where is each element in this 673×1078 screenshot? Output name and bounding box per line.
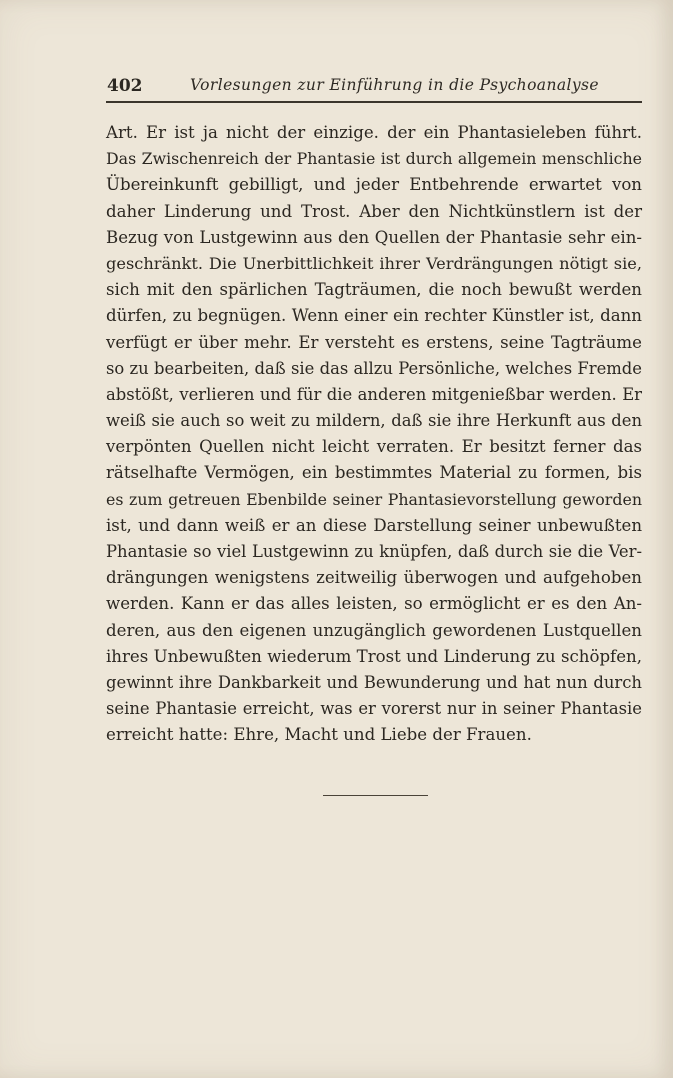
text-line: sich mit den spärlichen Tagträumen, die noch bewußt werden bbox=[106, 280, 642, 300]
text-line: drängungen wenigstens zeitweilig überwogen und aufgehoben bbox=[106, 568, 642, 588]
text-line: gewinnt ihre Dankbarkeit und Bewunderung und hat nun durch bbox=[106, 672, 642, 692]
page-header bbox=[107, 74, 671, 102]
text-line: werden. Kann er das alles leisten, so ermöglicht er es den An- bbox=[106, 594, 642, 614]
text-line: erreicht hatte: Ehre, Macht und Liebe der Frauen. bbox=[106, 725, 532, 745]
text-line: verfügt er über mehr. Er versteht es erstens, seine Tagträume bbox=[106, 332, 642, 352]
section-end-rule bbox=[323, 795, 428, 796]
header-rule bbox=[106, 101, 642, 103]
text-line: deren, aus den eigenen unzugänglich gewordenen Lustquellen bbox=[106, 620, 642, 640]
text-line: Phantasie so viel Lustgewinn zu knüpfen, daß durch sie die Ver- bbox=[106, 542, 642, 561]
text-line: Das Zwischenreich der Phantasie ist durch allgemein menschliche bbox=[106, 149, 642, 169]
text-line: Bezug von Lustgewinn aus den Quellen der Phantasie sehr ein- bbox=[106, 227, 642, 247]
page-number: 402 bbox=[107, 76, 143, 96]
running-head: Vorlesungen zur Einführung in die Psychoanalyse bbox=[190, 76, 599, 94]
text-line: verpönten Quellen nicht leicht verraten. Er besitzt ferner das bbox=[106, 437, 642, 457]
text-line: so zu bearbeiten, daß sie das allzu Persönliche, welches Fremde bbox=[106, 358, 642, 378]
text-line: ihres Unbewußten wiederum Trost und Linderung zu schöpfen, bbox=[106, 646, 642, 666]
text-line: abstößt, verlieren und für die anderen mitgenießbar werden. Er bbox=[106, 384, 642, 404]
text-line: rätselhafte Vermögen, ein bestimmtes Material zu formen, bis bbox=[106, 463, 642, 483]
text-line: es zum getreuen Ebenbilde seiner Phantasievorstellung geworden bbox=[106, 489, 642, 509]
body-paragraph bbox=[106, 120, 642, 749]
show-through-texture bbox=[98, 768, 658, 1038]
text-line: Übereinkunft gebilligt, und jeder Entbehrende erwartet von bbox=[106, 175, 642, 195]
text-line: weiß sie auch so weit zu mildern, daß sie ihre Herkunft aus den bbox=[106, 411, 642, 431]
text-line: geschränkt. Die Unerbittlichkeit ihrer Verdrängungen nötigt sie, bbox=[106, 253, 642, 273]
text-line: Art. Er ist ja nicht der einzige. der ein Phantasieleben führt. bbox=[106, 123, 642, 142]
text-line: seine Phantasie erreicht, was er vorerst nur in seiner Phantasie bbox=[106, 699, 642, 719]
text-line: daher Linderung und Trost. Aber den Nichtkünstlern ist der bbox=[106, 201, 642, 221]
text-line: dürfen, zu begnügen. Wenn einer ein rechter Künstler ist, dann bbox=[106, 306, 642, 326]
text-line: ist, und dann weiß er an diese Darstellung seiner unbewußten bbox=[106, 515, 642, 535]
